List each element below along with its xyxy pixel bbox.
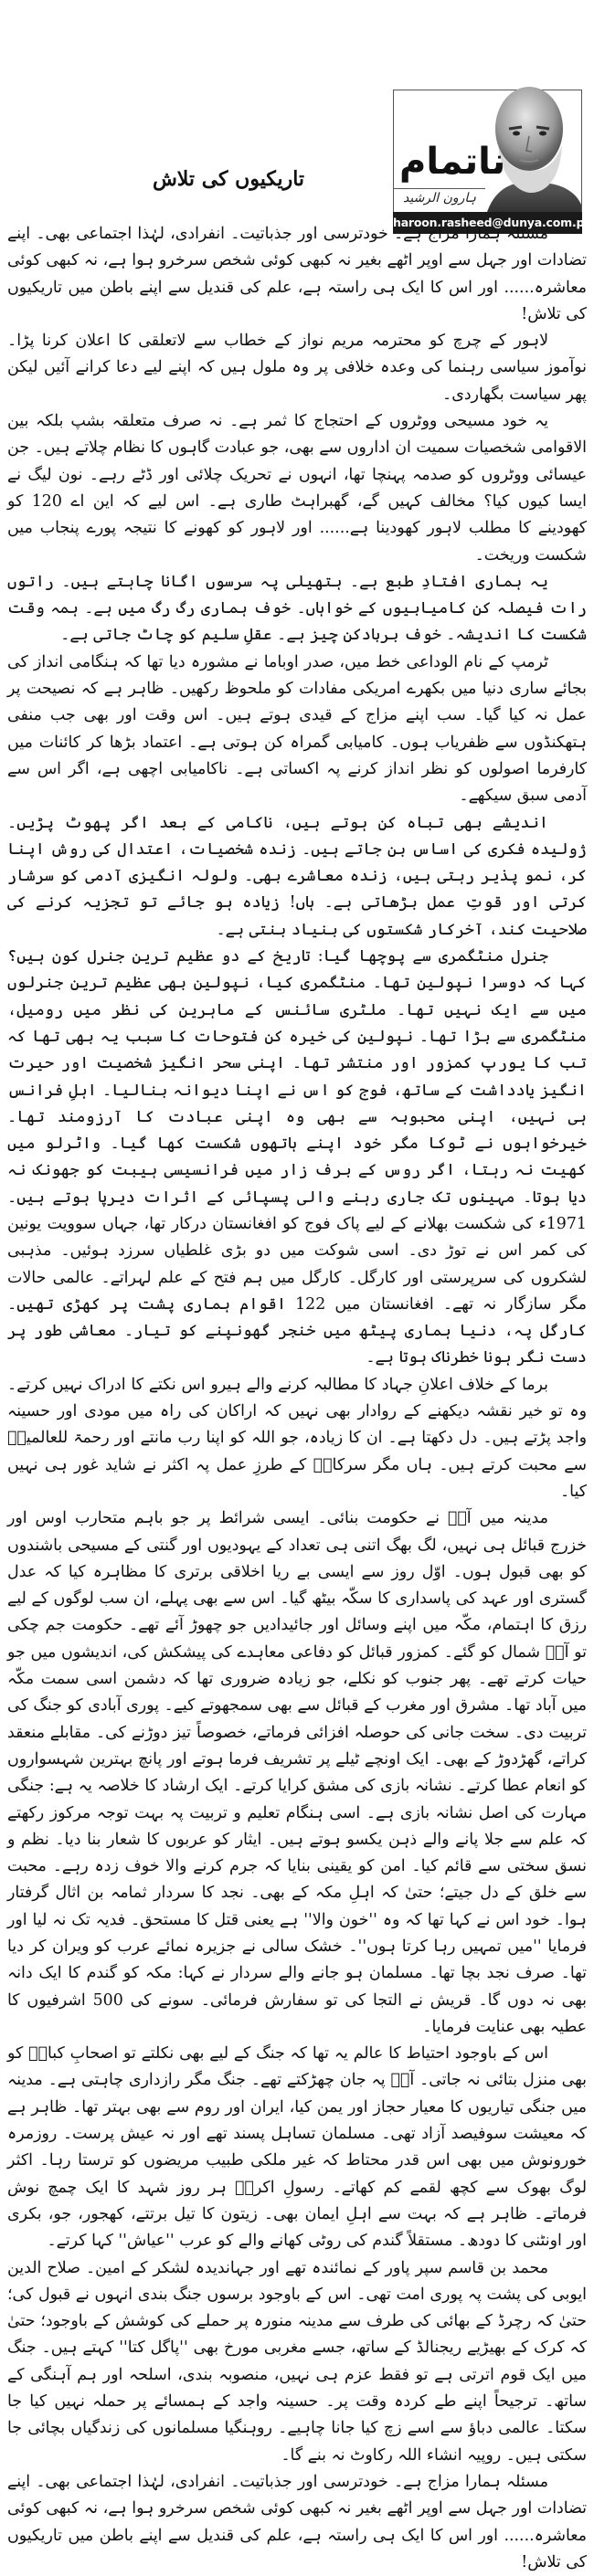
paragraph: یہ ہماری افتادِ طبع ہے۔ ہتھیلی پہ سرسوں اگانا چاہتے ہیں۔ راتوں رات فیصلہ کن کامیابیوں کے خواہاں۔ خوف ہماری رگ رگ میں ہے۔ ہمہ وقت شکست کا اندیشہ۔ خوف بربادکن چیز ہے۔ عقلِ سلیم کو چاٹ جاتی ہے۔	[7, 572, 587, 645]
article-body	[7, 221, 587, 2576]
article-title: تاریکیوں کی تلاش	[152, 166, 305, 191]
paragraph: یہ خود مسیحی ووٹروں کے احتجاج کا ثمر ہے۔ نہ صرف متعلقہ بشپ بلکہ بین الاقوامی شخصیات سمیت ان اداروں سے بھی، جو عبادت گاہوں کا نظام چلاتے ہیں۔ جن عیسائی ووٹروں کو صدمہ پہنچا تھا، انہوں نے تحریک چلائی اور ڈٹے رہے۔ نون لیگ نے ایسا کیوں کیا؟ مخالف کہیں گے، گھبراہٹ طاری ہے۔ اس لیے کہ این اے 120 کو کھودینے کا مطلب لاہور کھودینا ہے...... اور لاہور کو کھونے کا نتیجہ پورے پنجاب میں شکست وریخت۔	[7, 412, 588, 565]
paragraph: مدینہ میں آپؐ نے حکومت بنائی۔ ایسی شرائط پر جو باہم متحارب اوس اور خزرج قبائل ہی نہیں، لگ بھگ اتنی ہی تعداد کے یہودیوں اور گنتی کے مسیحی باشندوں کو بھی قبول ہوں۔ اوّل روز سے ایسی بے ریا اخلاقی برتری کا مظاہرہ کیا کہ عدل گستری اور عہد کی پاسداری کا سکّہ بیٹھ گیا۔ اس سے بھی پہلے، ان سب لوگوں کے لیے رزق کا اہتمام، مکّہ میں اپنے وسائل اور جائیدادیں جو چھوڑ آئے تھے۔ حکومت جم چکی تو آپؐ شمال کو گئے۔ کمزور قبائل کو دفاعی معاہدے کی پیشکش کی، اندیشوں میں جو حیات کرتے تھے۔ پھر جنوب کو نکلے، جو زیادہ ضروری تھا کہ دشمن اسی سمت مکّہ میں آباد تھا۔ مشرق اور مغرب کے قبائل سے بھی سمجھوتے کیے۔ پوری آبادی کو جنگ کی تربیت دی۔ سخت جانی کی حوصلہ افزائی فرماتے، خصوصاً تیز دوڑنے کی۔ مقابلے منعقد کراتے، گھڑدوڑ کے بھی۔ ایک اونچے ٹیلے پر تشریف فرما ہوتے اور پانچ بہترین شہسواروں کو انعام عطا کرتے۔ نشانہ بازی کی مشق کرایا کرتے۔ ایک ارشاد کا خلاصہ یہ ہے: جنگی مہارت کی اصل نشانہ بازی ہے۔ اسی ہنگام تعلیم و تربیت پہ بہت توجہ مرکوز رکھتے کہ علم سے جلا پانے والے ذہن یکسو ہوتے ہیں۔ ایثار کو عربوں کا شعار بنا دیا۔ نظم و نسق سختی سے قائم کیا۔ امن کو یقینی بنایا کہ جرم کرنے والا خوف زدہ رہے۔ محبت سے خلق کے دل جیتے؛ حتیٰ کہ اہلِ مکہ کے بھی۔ نجد کا سردار ثمامہ بن اثال گرفتار ہوا۔ خود اس نے کہا تھا کہ وہ ''خون والا'' ہے یعنی قتل کا مستحق۔ فدیہ تک نہ لیا اور فرمایا ''میں تمہیں رہا کرتا ہوں''۔ خشک سالی نے جزیرہ نمائے عرب کو ویران کر دیا تھا۔ صرف نجد بچا تھا۔ مسلمان ہو جانے والے سردار نے کہا: مکہ کو گندم کا ایک دانہ بھی نہ دوں گا۔ قریش نے التجا کی تو سفارش فرمائی۔ سونے کی 500 اشرفیوں کا عطیہ بھی عنایت فرمایا۔	[7, 1509, 587, 2036]
author-name: ہارون الرشید	[403, 191, 476, 206]
paragraph: برما کے خلاف اعلانِ جہاد کا مطالبہ کرنے والے ہیرو اس نکتے کا ادراک نہیں کرتے۔ وہ تو خیر نقشہ دیکھنے کے روادار بھی نہیں کہ اراکان کی راہ میں مودی اور حسینہ واجد پڑتے ہیں۔ دل دکھتا ہے۔ ان کا زیادہ، جو اللہ کو اپنا رب مانتے اور رحمۃ للعالمینؐ سے محبت کرتے ہیں۔ ہاں مگر سرکارؐ کے طرزِ عمل پہ اکثر نے شاید غور ہی نہیں کیا۔	[7, 1375, 587, 1501]
paragraph: اندیشے بھی تباہ کن ہوتے ہیں، ناکامی کے بعد اگر پھوٹ پڑیں۔ ژولیدہ فکری کی اساس بن جاتے ہیں۔ زندہ شخصیات، اعتدال کی روش اپنا کر، نمو پذیر رہتی ہیں، زندہ معاشرے بھی۔ ولولہ انگیزی آدمی کو سرشار کرتی اور قوتِ عمل بڑھاتی ہے۔ ہاں! زیادہ ہو جائے تو تجزیہ کرنے کی صلاحیت کند، آخرکار شکستوں کی بنیاد بنتی ہے۔	[7, 813, 587, 939]
paragraph: محمد بن قاسم سپر پاور کے نمائندہ تھے اور جہاندیدہ لشکر کے امین۔ صلاح الدین ایوبی کی پشت پہ پوری امت تھی۔ اس کے باوجود برسوں جنگ بندی انہوں نے قبول کی؛ حتیٰ کہ رچرڈ کے بھائی کی طرف سے مدینہ منورہ پر حملے کی کوشش کے باوجود؛ حتیٰ کہ کرک کے بھیڑیے ریجنالڈ کے ساتھ، جسے مغربی مورخ بھی ''پاگل کتا'' کہتے ہیں۔ جنگ میں ایک قوم اترتی ہے تو فقط عزم ہی نہیں، منصوبہ بندی، اسلحہ اور ہم آہنگی کے ساتھ۔ ترجیحاً اپنے طے کردہ وقت پر۔ حسینہ واجد کے ہمسائے پر حملہ نہیں کیا جا سکتا۔ عالمی دباؤ سے اسے زچ کیا جانا چاہیے۔ روہنگیا مسلمانوں کی زندگیاں بچائی جا سکتی ہیں۔ روپیہ انشاء اللہ رکاوٹ نہ بنے گا۔	[7, 2258, 587, 2465]
author-email[interactable]: haroon.rasheed@dunya.com.pk	[393, 212, 582, 234]
paragraph: مسئلہ ہمارا مزاج ہے۔ خودترسی اور جذباتیت۔ انفرادی، لہٰذا اجتماعی بھی۔ اپنے تضادات اور جہل سے اوپر اٹھے بغیر نہ کبھی کوئی شخص سرخرو ہوا ہے، نہ کبھی کوئی معاشرہ...... اور اس کا ایک ہی راستہ ہے، علم کی قندیل سے اپنے باطن میں تاریکیوں کی تلاش!	[7, 2472, 587, 2571]
paragraph: مسئلہ ہمارا مزاج ہے۔ خودترسی اور جذباتیت۔ انفرادی، لہٰذا اجتماعی بھی۔ اپنے تضادات اور جہل سے اوپر اٹھے بغیر نہ کبھی کوئی شخص سرخرو ہوا ہے، نہ کبھی کوئی معاشرہ...... اور اس کا ایک ہی راستہ ہے، علم کی قندیل سے اپنے باطن میں تاریکیوں کی تلاش!	[7, 225, 587, 323]
paragraph: اس کے باوجود احتیاط کا عالم یہ تھا کہ جنگ کے لیے بھی نکلتے تو اصحابِ کبارؓ کو بھی منزل بتائی نہ جاتی۔ آپؐ پہ جان چھڑکتے تھے۔ جنگ مگر رازداری چاہتی ہے۔ مدینہ میں جنگی تیاریوں کا معیار حجاز اور یمن کیا، ایران اور روم سے بھی بہتر تھا۔ ظاہر ہے کہ معیشت سوفیصد آزاد تھی۔ مسلمان تساہل پسند تھے اور نہ عیش پرست۔ روزمرہ خورونوش میں بھی اس قدر محتاط کہ غیر ملکی طبیب مریضوں کو ترستا رہا۔ اکثر لوگ بھوک سے کچھ لقمے کم کھاتے۔ رسولِ اکرمؐ ہر روز شہد کا ایک چمچ نوش فرماتے۔ ظاہر ہے کہ بہت سے اہلِ ایمان بھی۔ زیتون کا تیل برتتے، کھجور، جو، بکری اور اونٹنی کا دودھ۔ مستقلاً گندم کی روٹی کھانے والے کو عرب ''عیاش'' کہا کرتے۔	[7, 2044, 587, 2251]
divider	[394, 188, 485, 189]
paragraph: لاہور کے چرچ کو محترمہ مریم نواز کے خطاب سے لاتعلقی کا اعلان کرنا پڑا۔ نوآموز سیاسی رہنما کی وعدہ خلافی پر وہ ملول ہیں کہ اپنے لیے دعا کرانے آئیں لیکن پھر سیاست بگھاردی۔	[7, 332, 587, 404]
paragraph: ٹرمپ کے نام الوداعی خط میں، صدر اوباما نے مشورہ دیا تھا کہ ہنگامی انداز کی بجائے ساری دنیا میں بکھرے امریکی مفادات کو ملحوظ رکھیں۔ ظاہر ہے کہ نصیحت پر عمل نہ کیا گیا۔ سب اپنے مزاج کے قیدی ہوتے ہیں۔ اس وقت اور بھی جب منفی ہتھکنڈوں سے ظفریاب ہوں۔ کامیابی گمراہ کن ہوتی ہے۔ اعتماد بڑھا کر کائنات میں کارفرما اصولوں کو نظر انداز کرنے پہ اکساتی ہے۔ ناکامیابی اچھی ہے، اگر اس سے آدمی سبق سیکھے۔	[7, 652, 587, 806]
column-name: ناتمام	[399, 141, 506, 183]
column-header	[393, 90, 592, 234]
paragraph: جنرل منٹگمری سے پوچھا گیا: تاریخ کے دو عظیم ترین جنرل کون ہیں؟ کہا کہ دوسرا نپولین تھا۔ منٹگمری کیا، نپولین بھی عظیم ترین جنرلوں میں سے ایک نہیں تھا۔ ملٹری سائنس کے ماہرین کی نظر میں رومیل، منٹگمری سے بڑا تھا۔ نپولین کی خیرہ کن فتوحات کا سبب یہ بھی تھا کہ تب کا یورپ کمزور اور منتشر تھا۔ اپنی سحر انگیز شخصیت اور حیرت انگیز یادداشت کے ساتھ، فوج کو اس نے اپنا دیوانہ بنالیا۔ اہلِ فرانس ہی نہیں، اپنی محبوبہ سے بھی وہ اپنی عبادت کا آرزومند تھا۔ خیرخواہوں نے ٹوکا مگر خود اپنے ہاتھوں شکست کھا گیا۔ واٹرلو میں کھیت نہ رہتا، اگر روس کے برف زار میں فرانسیسی ہیبت کو جھونک نہ دیا ہوتا۔ مہینوں تک جاری رہنے والی پسپائی کے اثرات دیرپا ہوتے ہیں۔ 1971ء کی شکست بھلانے کے لیے پاک فوج کو افغانستان درکار تھا، جہاں سوویت یونین کی کمر اس نے توڑ دی۔ اسی شوکت میں دو بڑی غلطیاں سرزد ہوئیں۔ مذہبی لشکروں کی سرپرستی اور کارگل۔ کارگل میں ہم فتح کے علم لہراتے۔ عالمی حالات مگر سازگار نہ تھے۔ افغانستان میں 122 اقوام ہماری پشت پر کھڑی تھیں۔ کارگل پہ، دنیا ہماری پیٹھ میں خنجر گھونپنے کو تیار۔ معاشی طور پر دست نگر ہونا خطرناک ہوتا ہے۔	[7, 947, 587, 1367]
